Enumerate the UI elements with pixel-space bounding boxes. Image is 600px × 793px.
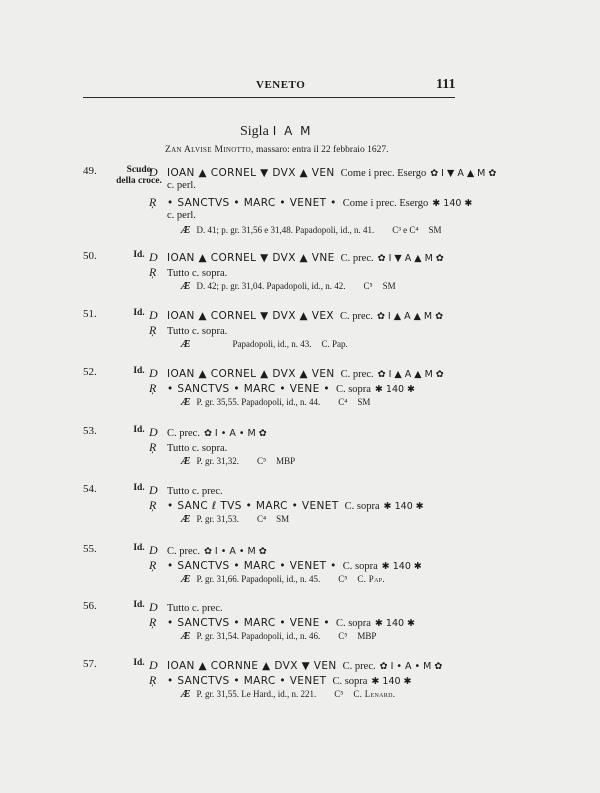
obverse-line (149, 658, 442, 673)
reverse-desc: C. sopra (335, 618, 371, 629)
reverse-mark: Ŗ (149, 265, 157, 279)
entry-number: 55. (83, 543, 97, 555)
obverse-mark: D (149, 366, 158, 380)
reverse-line (149, 381, 415, 396)
reverse-legend: • SANCTVS • MARC • VENE • (167, 383, 330, 395)
entry-type: Id. (133, 483, 145, 493)
rarity: C⁵ (256, 456, 267, 466)
obverse-line (149, 600, 223, 615)
obverse-mintmark: ✿ I • A • M ✿ (379, 661, 443, 672)
entry-type: Id. (133, 543, 145, 553)
metal-symbol: Æ (181, 397, 191, 408)
reverse-mark: Ŗ (149, 558, 157, 572)
reverse-mark: Ŗ (149, 440, 157, 454)
entry-number: 52. (83, 366, 97, 378)
rarity: C⁴ (256, 514, 267, 524)
page-number: 111 (436, 77, 456, 92)
metal-symbol: Æ (181, 514, 191, 525)
obverse-mark: D (149, 425, 158, 439)
entry-type: Id. (133, 600, 145, 610)
reference-line: Æ P. gr. 31,55. Le Hard., id., n. 221. C⁵ C. Lenard. (181, 689, 396, 700)
reverse-desc: Tutto c. sopra. (167, 443, 228, 454)
reverse-mark: Ŗ (149, 615, 157, 629)
reference-line: Æ P. gr. 35,55. Papadopoli, id., n. 44. C⁴ SM (181, 397, 371, 408)
reverse-legend: • SANCTVS • MARC • VENET • (167, 560, 337, 572)
rarity: C³ e C⁴ (392, 225, 419, 235)
obverse-desc: C. prec. (342, 661, 376, 672)
obverse-mark: D (149, 658, 158, 672)
obverse-legend: IOAN ▲ CORNEL ▲ DVX ▲ VEN (167, 368, 335, 380)
reverse-continuation: c. perl. (167, 210, 196, 221)
obverse-line (149, 425, 267, 440)
obverse-desc: C. prec. (167, 546, 200, 557)
reverse-desc: C. sopra (335, 384, 371, 395)
reverse-mintmark: ✱ 140 ✱ (371, 676, 412, 687)
reverse-line (149, 558, 422, 573)
metal-symbol: Æ (181, 574, 191, 585)
reverse-mark: Ŗ (149, 673, 157, 687)
collection: C. Lenard. (353, 689, 396, 699)
obverse-desc: C. prec. (340, 253, 374, 264)
entry-type: Id. (133, 425, 145, 435)
running-header: VENETO (256, 79, 306, 91)
obverse-mintmark: ✿ I ▲ A ▲ M ✿ (376, 311, 444, 322)
obverse-legend: IOAN ▲ CORNEL ▼ DVX ▲ VEN (167, 167, 335, 179)
obverse-line (149, 308, 443, 323)
entry-type: Scudo della croce. (116, 165, 162, 186)
metal-symbol: Æ (181, 339, 191, 350)
reverse-line (149, 265, 227, 280)
reference-line: Æ Papadopoli, id., n. 43. C. Pap. (181, 339, 348, 350)
reverse-mark: Ŗ (149, 381, 157, 395)
reverse-line (149, 440, 227, 455)
collection: SM (382, 281, 396, 291)
entry-number: 54. (83, 483, 97, 495)
reference-line: Æ P. gr. 31,66. Papadopoli, id., n. 45. C⁵ C. Pap. (181, 574, 385, 585)
rarity: C⁵ (334, 689, 344, 699)
obverse-mark: D (149, 543, 158, 557)
obverse-mark: D (149, 600, 158, 614)
reverse-mark: Ŗ (149, 195, 157, 209)
entry-type: Id. (133, 308, 145, 318)
obverse-legend: IOAN ▲ CORNEL ▼ DVX ▲ VEX (167, 310, 334, 322)
collection: SM (428, 225, 442, 235)
section-title: Sigla I A M (240, 124, 313, 139)
entry-type: Id. (133, 250, 145, 260)
entry-number: 53. (83, 425, 97, 437)
reverse-legend: • SANC ℓ TVS • MARC • VENET (167, 500, 339, 512)
rarity: C⁵ (338, 574, 348, 584)
obverse-desc: C. prec. (167, 428, 200, 439)
reverse-line (149, 673, 412, 688)
section-sigla: I A M (272, 124, 313, 138)
entry-type: Id. (133, 658, 145, 668)
reverse-mintmark: ✱ 140 ✱ (432, 198, 473, 209)
reference-line: Æ D. 41; p. gr. 31,56 e 31,48. Papadopoli, id., n. 41. C³ e C⁴ SM (181, 225, 442, 236)
reverse-desc: Tutto c. sopra. (167, 326, 228, 337)
reverse-legend: • SANCTVS • MARC • VENE • (167, 617, 330, 629)
obverse-line (149, 543, 267, 558)
collection: MBP (357, 631, 377, 641)
metal-symbol: Æ (181, 225, 191, 236)
reverse-desc: Tutto c. sopra. (167, 268, 228, 279)
collection: C. Pap. (321, 339, 348, 349)
reference-line: Æ P. gr. 31,53. C⁴ SM (181, 514, 290, 525)
obverse-mintmark: ✿ I • A • M ✿ (203, 428, 267, 439)
obverse-mintmark: ✿ I ▼ A ▲ M ✿ (430, 168, 497, 179)
obverse-line (149, 165, 496, 180)
obverse-legend: IOAN ▲ CORNEL ▼ DVX ▲ VNE (167, 252, 335, 264)
reverse-line (149, 195, 472, 210)
reverse-mark: Ŗ (149, 323, 157, 337)
obverse-mark: D (149, 250, 158, 264)
reverse-desc: C. sopra (342, 561, 378, 572)
reverse-mintmark: ✱ 140 ✱ (381, 561, 422, 572)
reverse-legend: • SANCTVS • MARC • VENET (167, 675, 327, 687)
obverse-desc: Tutto c. prec. (167, 603, 223, 614)
entry-type: Id. (133, 366, 145, 376)
reverse-legend: • SANCTVS • MARC • VENET • (167, 197, 337, 209)
obverse-desc: Tutto c. prec. (167, 486, 223, 497)
section-note: Zan Alvise Minotto, massaro: entra il 22 febbraio 1627. (165, 145, 389, 155)
obverse-desc: C. prec. (339, 311, 373, 322)
obverse-line (149, 250, 444, 265)
obverse-desc: Come i prec. Esergo (340, 168, 427, 179)
metal-symbol: Æ (181, 689, 191, 700)
entry-number: 49. (83, 165, 97, 177)
reverse-line (149, 323, 227, 338)
entry-number: 50. (83, 250, 97, 262)
reverse-desc: Come i prec. Esergo (342, 198, 429, 209)
rarity: C⁵ (338, 631, 348, 641)
rarity: C⁵ (363, 281, 373, 291)
reference-line: Æ D. 42; p. gr. 31,04. Papadopoli, id., n. 42. C⁵ SM (181, 281, 396, 292)
collection: C. Pap. (357, 574, 385, 584)
obverse-line (149, 483, 223, 498)
obverse-continuation: c. perl. (167, 180, 196, 191)
reverse-desc: C. sopra (344, 501, 380, 512)
obverse-mark: D (149, 308, 158, 322)
reverse-mintmark: ✱ 140 ✱ (383, 501, 424, 512)
reverse-line (149, 615, 415, 630)
obverse-mintmark: ✿ I ▲ A ▲ M ✿ (377, 369, 444, 380)
reference-line: Æ P. gr. 31,54. Papadopoli, id., n. 46. C⁵ MBP (181, 631, 377, 642)
obverse-line (149, 366, 444, 381)
metal-symbol: Æ (181, 631, 191, 642)
reverse-line (149, 498, 424, 513)
obverse-mintmark: ✿ I ▼ A ▲ M ✿ (377, 253, 444, 264)
reverse-mintmark: ✱ 140 ✱ (374, 618, 416, 629)
rarity: C⁴ (338, 397, 348, 407)
obverse-mark: D (149, 483, 158, 497)
reverse-mintmark: ✱ 140 ✱ (374, 384, 416, 395)
collection: SM (276, 514, 290, 524)
entry-number: 51. (83, 308, 97, 320)
collection: MBP (276, 456, 296, 466)
metal-symbol: Æ (181, 456, 191, 467)
entry-number: 57. (83, 658, 97, 670)
obverse-desc: C. prec. (340, 369, 374, 380)
obverse-mark: D (149, 165, 158, 179)
metal-symbol: Æ (181, 281, 191, 292)
reference-line: Æ P. gr. 31,32. C⁵ MBP (181, 456, 296, 467)
reverse-mark: Ŗ (149, 498, 157, 512)
obverse-mintmark: ✿ I • A • M ✿ (203, 546, 267, 557)
entry-number: 56. (83, 600, 97, 612)
obverse-legend: IOAN ▲ CORNNE ▲ DVX ▼ VEN (167, 660, 337, 672)
header-rule (83, 97, 455, 98)
reverse-desc: C. sopra (332, 676, 368, 687)
collection: SM (357, 397, 371, 407)
